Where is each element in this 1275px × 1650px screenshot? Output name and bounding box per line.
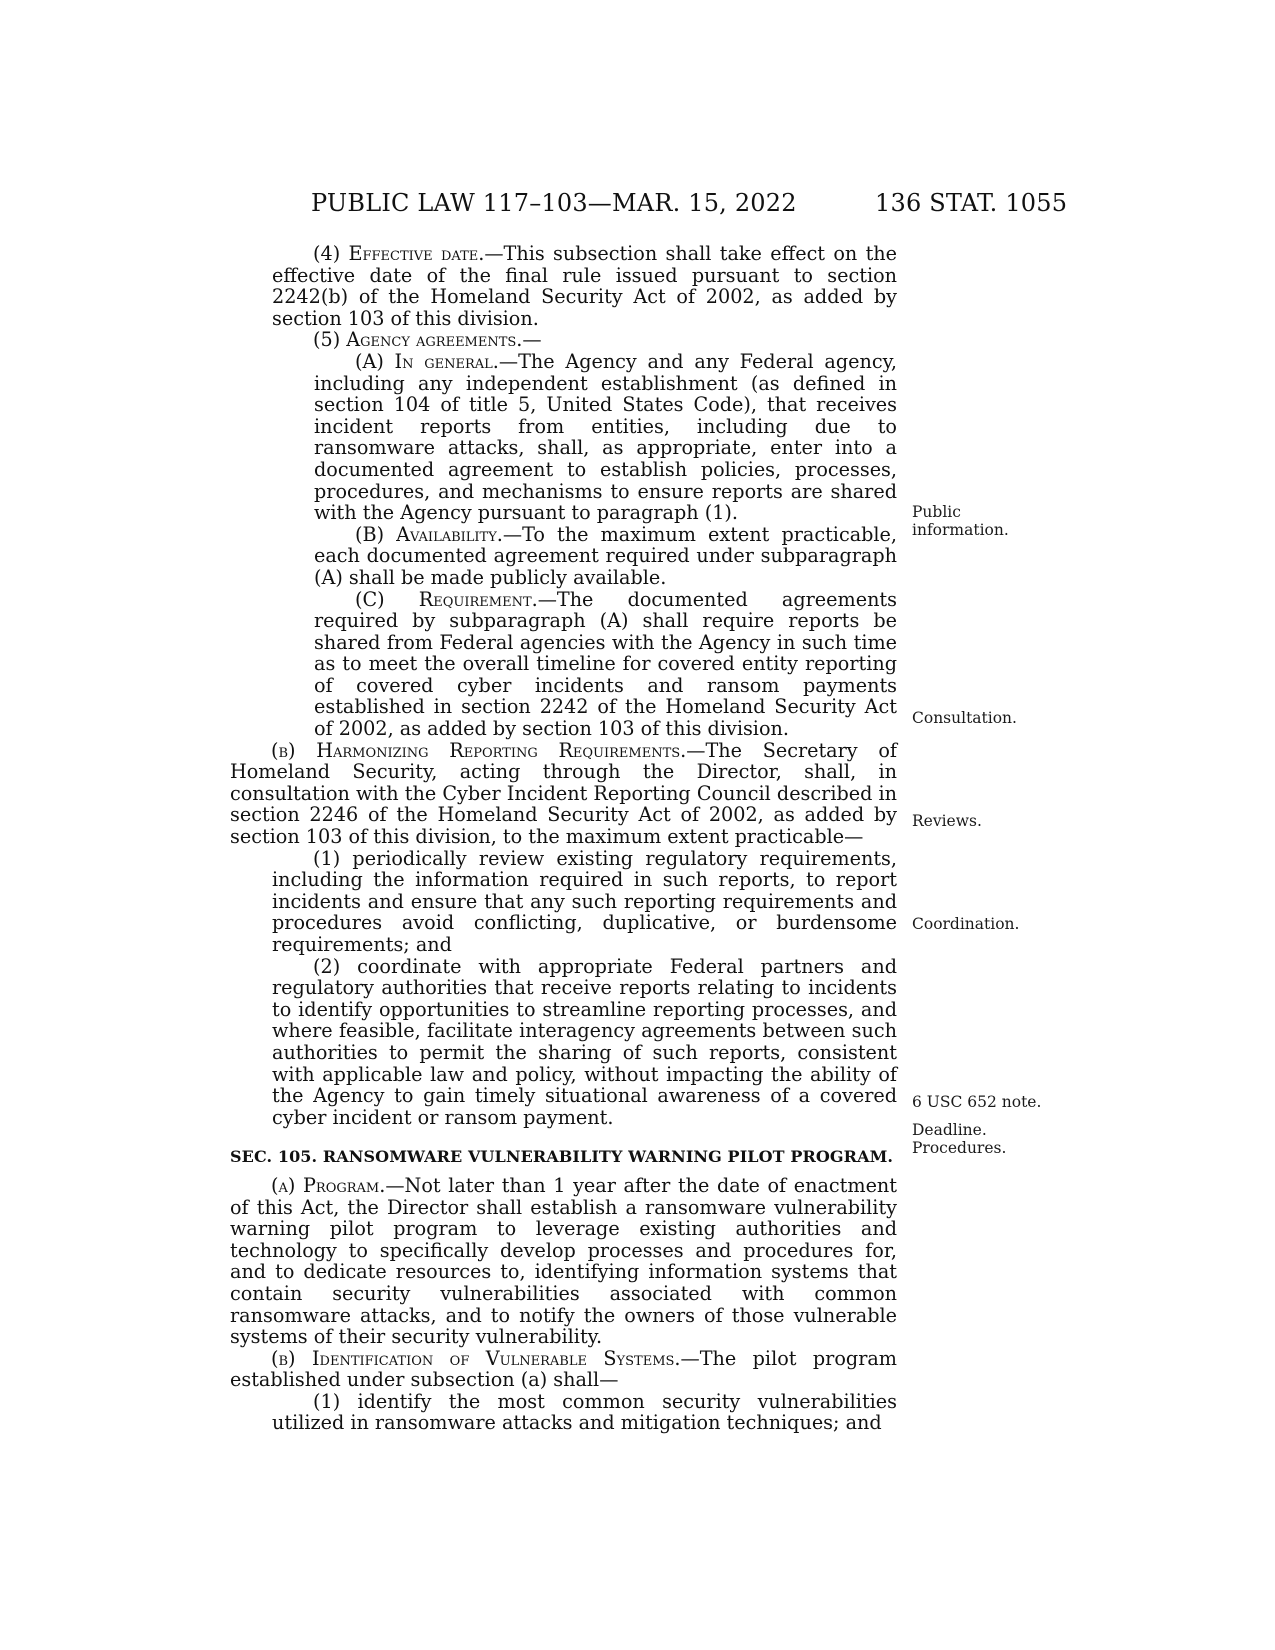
subparagraph-b-availability: (B) Availability.—To the maximum extent practicable, each documented agreement required under subparagraph (A) shall be made publicly available. <box>314 522 898 589</box>
margin-note-usc-citation: 6 USC 652 note. <box>912 1093 1042 1111</box>
margin-note-public-information: Public information. <box>912 503 1009 539</box>
paragraph-5-agency-agreements: (5) Agency agreements.— <box>313 328 542 352</box>
margin-note-deadline-procedures: Deadline. Procedures. <box>912 1121 1007 1157</box>
subsection-b-identification: (b) Identification of Vulnerable Systems.—The pilot program established under subsection (a) shall— <box>230 1346 897 1392</box>
paragraph-1-review: (1) periodically review existing regulatory requirements, including the information required in such reports, to report incidents and ensure that any such reporting requirements and procedures avoid conflicting, duplicative, or burdensome requirements; and <box>272 846 897 956</box>
subsection-a-program: (a) Program.—Not later than 1 year after the date of enactment of this Act, the Director shall establish a ransomware vulnerability warning pilot program to leverage existing authorities and technology to specifically develop processes and procedures for, and to dedicate resources to, identifying information systems that contain security vulnerabilities associated with common ransomware attacks, and to notify the owners of those vulnerable systems of their security vulnerability. <box>230 1173 897 1349</box>
margin-note-consultation: Consultation. <box>912 709 1017 727</box>
paragraph-1-identify: (1) identify the most common security vulnerabilities utilized in ransomware attacks and mitigation techniques; and <box>272 1389 897 1435</box>
subparagraph-c-requirement: (C) Requirement.—The documented agreements required by subparagraph (A) shall require reports be shared from Federal agencies with the Agency in such time as to meet the overall timeline for covered entity reporting of covered cyber incidents and ransom payments established in section 2242 of the Homeland Security Act of 2002, as added by section 103 of this division. <box>314 587 897 741</box>
subsection-b-harmonizing: (b) Harmonizing Reporting Requirements.—The Secretary of Homeland Security, acting through the Director, shall, in consultation with the Cyber Incident Reporting Council described in section 2246 of the Homeland Security Act of 2002, as added by section 103 of this division, to the maximum extent practicable— <box>230 738 897 849</box>
body-text <box>230 243 897 1434</box>
running-header-title: PUBLIC LAW 117–103—MAR. 15, 2022 <box>311 189 797 217</box>
paragraph-4-effective-date: (4) Effective date.—This subsection shall take effect on the effective date of the final rule issued pursuant to section 2242(b) of the Homeland Security Act of 2002, as added by section 103 of this division. <box>272 242 898 330</box>
paragraph-2-coordinate: (2) coordinate with appropriate Federal partners and regulatory authorities that receive reports relating to incidents to identify opportunities to streamline reporting processes, and where feasible, facilitate interagency agreements between such authorities to permit the sharing of such reports, consistent with applicable law and policy, without impacting the ability of the Agency to gain timely situational awareness of a covered cyber incident or ransom payment. <box>272 954 897 1129</box>
page-number-stat: 136 STAT. 1055 <box>875 189 1068 217</box>
margin-note-reviews: Reviews. <box>912 812 982 830</box>
section-105-heading: SEC. 105. RANSOMWARE VULNERABILITY WARNING PILOT PROGRAM. <box>230 1147 894 1167</box>
subparagraph-a-in-general: (A) In general.—The Agency and any Federal agency, including any independent establishment (as defined in section 104 of title 5, United States Code), that receives incident reports from entities, including due to ransomware attacks, shall, as appropriate, enter into a documented agreement to establish policies, processes, procedures, and mechanisms to ensure reports are shared with the Agency pursuant to paragraph (1). <box>314 349 897 525</box>
margin-note-coordination: Coordination. <box>912 915 1020 933</box>
